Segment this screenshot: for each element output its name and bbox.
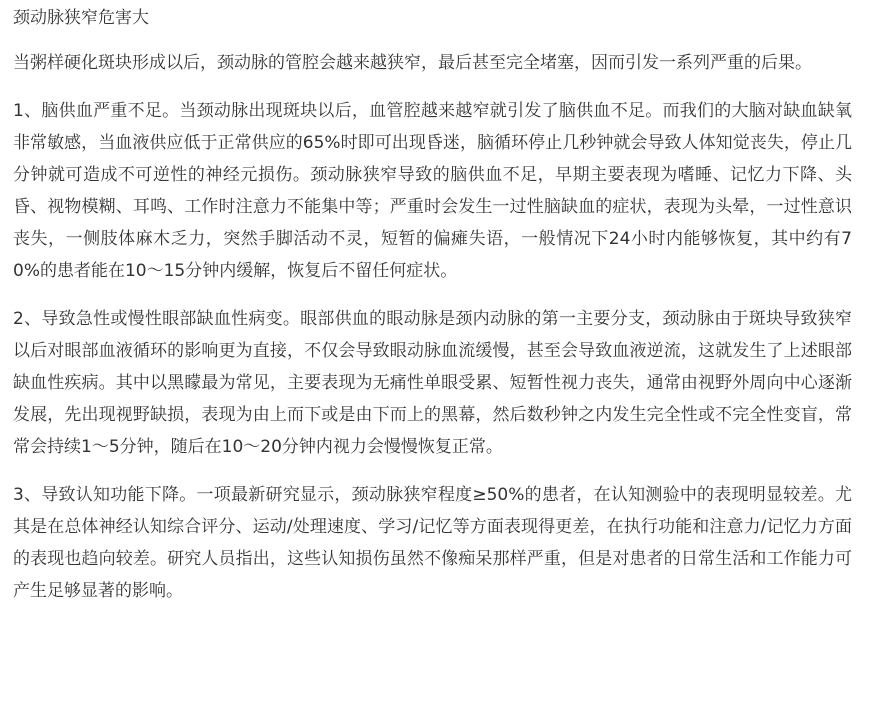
paragraph-eye-ischemia: 2、导致急性或慢性眼部缺血性病变。眼部供血的眼动脉是颈内动脉的第一主要分支，颈动脉由于斑块导致狭窄以后对眼部血液循环的影响更为直接，不仅会导致眼动脉血流缓慢，甚至会导致血液逆流，这就发生了上述眼部缺血性疾病。其中以黑矇最为常见，主要表现为无痛性单眼受累、短暂性视力丧失，通常由视野外周向中心逐渐发展，先出现视野缺损，表现为由上而下或是由下而上的黑幕，然后数秒钟之内发生完全性或不完全性变盲，常常会持续1～5分钟，随后在10～20分钟内视力会慢慢恢复正常。 (13, 309, 852, 457)
paragraph-intro: 当粥样硬化斑块形成以后，颈动脉的管腔会越来越狭窄，最后甚至完全堵塞，因而引发一系列严重的后果。 (13, 53, 812, 73)
article-title: 颈动脉狭窄危害大 (13, 8, 149, 28)
paragraph-brain-blood-supply: 1、脑供血严重不足。当颈动脉出现斑块以后，血管腔越来越窄就引发了脑供血不足。而我们的大脑对缺血缺氧非常敏感，当血液供应低于正常供应的65%时即可出现昏迷，脑循环停止几秒钟就会导致人体知觉丧失，停止几分钟就可造成不可逆性的神经元损伤。颈动脉狭窄导致的脑供血不足，早期主要表现为嗜睡、记忆力下降、头昏、视物模糊、耳鸣、工作时注意力不能集中等；严重时会发生一过性脑缺血的症状，表现为头晕，一过性意识丧失，一侧肢体麻木乏力，突然手脚活动不灵，短暂的偏瘫失语，一般情况下24小时内能够恢复，其中约有70%的患者能在10～15分钟内缓解，恢复后不留任何症状。 (13, 101, 852, 281)
paragraph-cognitive-decline: 3、导致认知功能下降。一项最新研究显示，颈动脉狭窄程度≥50%的患者，在认知测验中的表现明显较差。尤其是在总体神经认知综合评分、运动/处理速度、学习/记忆等方面表现得更差，在执行功能和注意力/记忆力方面的表现也趋向较差。研究人员指出，这些认知损伤虽然不像痴呆那样严重，但是对患者的日常生活和工作能力可产生足够显著的影响。 (13, 485, 852, 601)
